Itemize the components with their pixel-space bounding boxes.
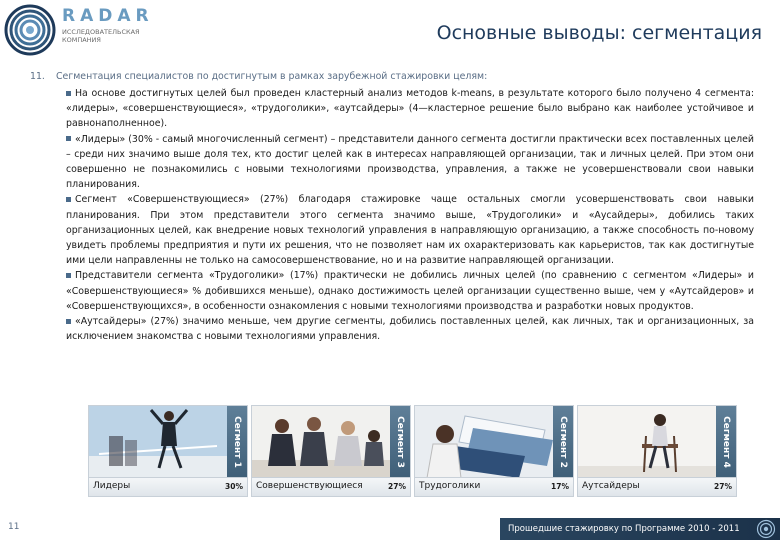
segment-band <box>390 406 410 478</box>
logo-wordmark: RADAR <box>62 6 154 26</box>
segment-percent: 27% <box>388 482 406 491</box>
logo-subtitle: ИССЛЕДОВАТЕЛЬСКАЯ КОМПАНИЯ <box>62 28 140 44</box>
bullet-square-icon <box>66 91 71 96</box>
list-item <box>66 86 754 132</box>
segment-percent: 17% <box>551 482 569 491</box>
slide-footer <box>0 514 780 540</box>
intro-line <box>30 70 754 84</box>
segment-name: Совершенствующиеся <box>256 481 363 491</box>
segment-name: Трудоголики <box>419 481 481 491</box>
slide-header <box>0 0 780 66</box>
list-item <box>66 268 754 314</box>
paperwork-photo-icon <box>415 406 553 478</box>
intro-text: Сегментация специалистов по достигнутым в рамках зарубежной стажировки целям: <box>56 71 488 82</box>
team-meeting-photo-icon <box>252 406 390 478</box>
segment-gallery <box>88 405 734 495</box>
segment-card-improvers <box>251 405 411 497</box>
bullet-square-icon <box>66 319 71 324</box>
slide-content <box>30 70 754 344</box>
segment-name: Аутсайдеры <box>582 481 640 491</box>
segment-caption <box>89 477 247 496</box>
bullet-text: «Аутсайдеры» (27%) значимо меньше, чем другие сегменты, добились поставленных целей, как личных, так и организационных, за исключением знакомства с новыми технологиями управления. <box>66 316 754 343</box>
segment-caption <box>415 477 573 496</box>
radar-logo-icon <box>4 4 56 56</box>
page-number: 11 <box>8 522 20 532</box>
runner-finish-photo-icon <box>89 406 227 478</box>
segment-band-label: Сегмент 3 <box>395 416 405 468</box>
page-title: Основные выводы: сегментация <box>436 22 762 44</box>
bullet-square-icon <box>66 197 71 202</box>
intro-number: 11. <box>30 71 45 82</box>
bullet-text: Представители сегмента «Трудоголики» (17%) практически не добились личных целей (по сравнению с сегментом «Лидеры» и «Совершенствующиеся» % добившихся меньше), однако достижимость целей организации существенно выше, чем у «Аутсайдеров» и «Совершенствующихся», в особенности ознакомления с новыми технологиями производства и разработки новых продуктов. <box>66 270 754 312</box>
segment-name: Лидеры <box>93 481 131 491</box>
radar-logo-small-icon <box>756 519 776 539</box>
bullet-square-icon <box>66 136 71 141</box>
bullet-text: На основе достигнутых целей был проведен кластерный анализ методов k-means, в результате которого было получено 4 сегмента: «лидеры», «совершенствующиеся», «трудоголики», «аутсайдеры» (4—кластерное решение было выбрано как наиболее устойчивое и равнонаполненное). <box>66 88 754 130</box>
segment-band <box>716 406 736 478</box>
footer-bar <box>500 518 780 540</box>
bullet-text: Сегмент «Совершенствующиеся» (27%) благодаря стажировке чаще остальных смогли усовершенствовать свои навыки планирования. При этом представители этого сегмента значимо выше, «Трудоголики» и «Аусайдеры», добились таких организационных целей, как внедрение новых технологий управления в направляющую организацию, а также способность по-новому увидеть проблемы предприятия и пути их решения, что не позволяет нам их охарактеризовать как карьеристов, так как достигнутые ими цели направленны не только на самосовершенствование, но и на развитие направляющей организации. <box>66 194 754 267</box>
segment-band-label: Сегмент 4 <box>721 416 731 468</box>
segment-percent: 27% <box>714 482 732 491</box>
findings-list <box>30 86 754 344</box>
segment-card-workaholics <box>414 405 574 497</box>
segment-band <box>553 406 573 478</box>
list-item <box>66 314 754 344</box>
bullet-text: «Лидеры» (30% - самый многочисленный сегмент) – представители данного сегмента достигли практически всех поставленных целей – среди них значимо выше доля тех, кто достиг целей как в интересах направляющей организации, так и личных целей. При этом они совершенно не познакомились с новыми технологиями производства, управления, а также не усовершенствовали свои навыки планирования. <box>66 133 754 191</box>
segment-card-outsiders <box>577 405 737 497</box>
segment-band <box>227 406 247 478</box>
list-item <box>66 132 754 193</box>
segment-percent: 30% <box>225 482 243 491</box>
bullet-square-icon <box>66 273 71 278</box>
list-item <box>66 192 754 268</box>
segment-band-label: Сегмент 2 <box>558 416 568 468</box>
segment-caption <box>252 477 410 496</box>
segment-band-label: Сегмент 1 <box>232 416 242 468</box>
segment-caption <box>578 477 736 496</box>
segment-card-leaders <box>88 405 248 497</box>
footer-text: Прошедшие стажировку по Программе 2010 - 2011 <box>508 524 740 534</box>
woman-on-chair-photo-icon <box>578 406 716 478</box>
